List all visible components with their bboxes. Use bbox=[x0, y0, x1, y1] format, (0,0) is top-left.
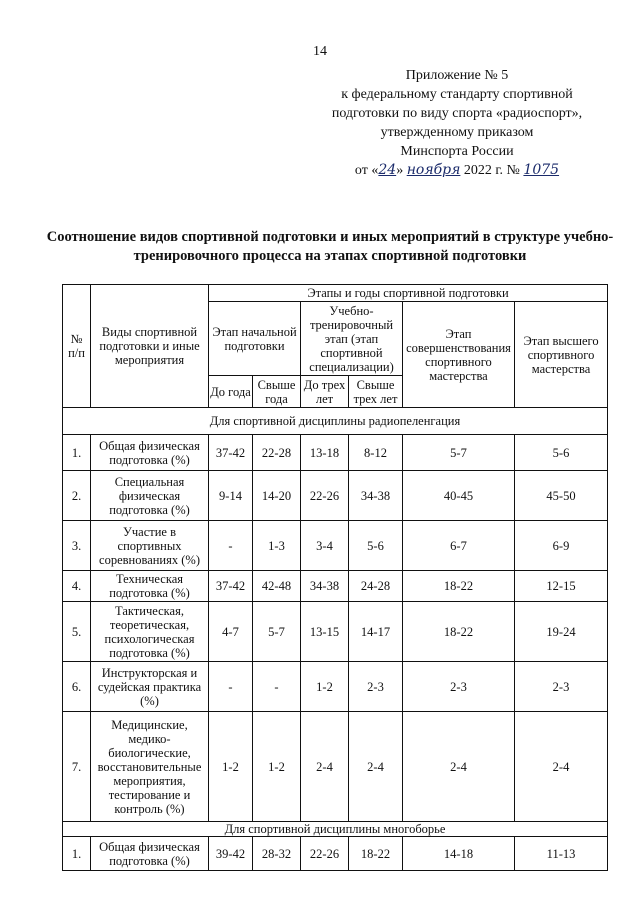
header-sub: Свыше трех лет bbox=[349, 376, 403, 408]
row-number: 4. bbox=[63, 571, 91, 602]
date-day: 24 bbox=[378, 162, 397, 178]
appendix-line: подготовки по виду спорта «радиоспорт», bbox=[331, 106, 583, 121]
cell-value: 22-26 bbox=[301, 837, 349, 871]
cell-value: 42-48 bbox=[253, 571, 301, 602]
row-name: Техническая подготовка (%) bbox=[91, 571, 209, 602]
table-row bbox=[63, 712, 608, 822]
table-row bbox=[63, 837, 608, 871]
cell-value: 9-14 bbox=[209, 471, 253, 521]
row-number: 5. bbox=[63, 602, 91, 662]
cell-value: 18-22 bbox=[403, 602, 515, 662]
table-row bbox=[63, 602, 608, 662]
cell-value: 34-38 bbox=[301, 571, 349, 602]
section-title: Для спортивной дисциплины многоборье bbox=[63, 822, 608, 837]
cell-value: 28-32 bbox=[253, 837, 301, 871]
cell-value: 6-7 bbox=[403, 521, 515, 571]
cell-value: 1-2 bbox=[301, 662, 349, 712]
cell-value: 37-42 bbox=[209, 435, 253, 471]
header-sub: Свыше года bbox=[253, 376, 301, 408]
section-title: Для спортивной дисциплины радиопеленгация bbox=[63, 408, 608, 435]
table-row bbox=[63, 571, 608, 602]
cell-value: 34-38 bbox=[349, 471, 403, 521]
cell-value: 22-28 bbox=[253, 435, 301, 471]
appendix-line: утвержденному приказом bbox=[380, 125, 534, 140]
cell-value: 3-4 bbox=[301, 521, 349, 571]
cell-value: 1-3 bbox=[253, 521, 301, 571]
order-date-line bbox=[312, 161, 602, 180]
table-row bbox=[63, 521, 608, 571]
cell-value: 14-20 bbox=[253, 471, 301, 521]
cell-value: 37-42 bbox=[209, 571, 253, 602]
cell-value: 12-15 bbox=[515, 571, 608, 602]
header-stage-highest: Этап высшего спортивного мастерства bbox=[515, 302, 608, 408]
cell-value: 2-4 bbox=[515, 712, 608, 822]
cell-value: 40-45 bbox=[403, 471, 515, 521]
header-stage-improvement: Этап совершенствования спортивного мастерства bbox=[403, 302, 515, 408]
row-number: 1. bbox=[63, 837, 91, 871]
cell-value: 19-24 bbox=[515, 602, 608, 662]
cell-value: 5-7 bbox=[253, 602, 301, 662]
cell-value: 4-7 bbox=[209, 602, 253, 662]
cell-value: 18-22 bbox=[349, 837, 403, 871]
cell-value: 8-12 bbox=[349, 435, 403, 471]
training-ratio-table bbox=[62, 284, 608, 871]
cell-value: 2-4 bbox=[301, 712, 349, 822]
cell-value: 22-26 bbox=[301, 471, 349, 521]
cell-value: 5-6 bbox=[515, 435, 608, 471]
row-name: Участие в спортивных соревнованиях (%) bbox=[91, 521, 209, 571]
header-stage-training: Учебно-тренировочный этап (этап спортивной специализации) bbox=[301, 302, 403, 376]
appendix-line: к федеральному стандарту спортивной bbox=[341, 87, 573, 102]
cell-value: 2-4 bbox=[349, 712, 403, 822]
table-header bbox=[63, 285, 608, 408]
cell-value: 5-6 bbox=[349, 521, 403, 571]
cell-value: 14-17 bbox=[349, 602, 403, 662]
appendix-line: Минспорта России bbox=[400, 144, 514, 159]
appendix-block bbox=[312, 66, 602, 180]
cell-value: 11-13 bbox=[515, 837, 608, 871]
row-name: Медицинские, медико-биологические, восстановительные мероприятия, тестирование и контроль (%) bbox=[91, 712, 209, 822]
cell-value: 39-42 bbox=[209, 837, 253, 871]
row-name: Специальная физическая подготовка (%) bbox=[91, 471, 209, 521]
header-type: Виды спортивной подготовки и иные мероприятия bbox=[91, 285, 209, 408]
cell-value: 2-3 bbox=[349, 662, 403, 712]
header-stage-initial: Этап начальной подготовки bbox=[209, 302, 301, 376]
date-year: 2022 г. № bbox=[463, 163, 520, 178]
cell-value: 14-18 bbox=[403, 837, 515, 871]
order-number: 1075 bbox=[523, 162, 560, 178]
date-month: ноября bbox=[406, 162, 461, 178]
table-row bbox=[63, 662, 608, 712]
cell-value: - bbox=[209, 521, 253, 571]
date-prefix: от « bbox=[354, 163, 379, 178]
row-number: 3. bbox=[63, 521, 91, 571]
table-row bbox=[63, 435, 608, 471]
cell-value: 2-3 bbox=[403, 662, 515, 712]
cell-value: 6-9 bbox=[515, 521, 608, 571]
row-name: Общая физическая подготовка (%) bbox=[91, 435, 209, 471]
header-num: № п/п bbox=[63, 285, 91, 408]
table-row bbox=[63, 471, 608, 521]
header-sub: До трех лет bbox=[301, 376, 349, 408]
cell-value: 24-28 bbox=[349, 571, 403, 602]
row-name: Общая физическая подготовка (%) bbox=[91, 837, 209, 871]
cell-value: 45-50 bbox=[515, 471, 608, 521]
header-stages: Этапы и годы спортивной подготовки bbox=[209, 285, 608, 302]
row-number: 2. bbox=[63, 471, 91, 521]
row-number: 7. bbox=[63, 712, 91, 822]
cell-value: - bbox=[253, 662, 301, 712]
row-name: Инструкторская и судейская практика (%) bbox=[91, 662, 209, 712]
cell-value: 2-4 bbox=[403, 712, 515, 822]
header-sub: До года bbox=[209, 376, 253, 408]
appendix-line: Приложение № 5 bbox=[405, 68, 509, 83]
row-number: 6. bbox=[63, 662, 91, 712]
cell-value: - bbox=[209, 662, 253, 712]
date-mid: » bbox=[396, 163, 404, 178]
cell-value: 1-2 bbox=[209, 712, 253, 822]
row-number: 1. bbox=[63, 435, 91, 471]
cell-value: 13-18 bbox=[301, 435, 349, 471]
row-name: Тактическая, теоретическая, психологическая подготовка (%) bbox=[91, 602, 209, 662]
cell-value: 2-3 bbox=[515, 662, 608, 712]
cell-value: 13-15 bbox=[301, 602, 349, 662]
table-body bbox=[63, 408, 608, 871]
page-number: 14 bbox=[313, 44, 327, 59]
document-title: Соотношение видов спортивной подготовки и иных мероприятий в структуре учебно-тренировочного процесса на этапах спортивной подготовки bbox=[46, 229, 614, 264]
cell-value: 5-7 bbox=[403, 435, 515, 471]
cell-value: 1-2 bbox=[253, 712, 301, 822]
cell-value: 18-22 bbox=[403, 571, 515, 602]
